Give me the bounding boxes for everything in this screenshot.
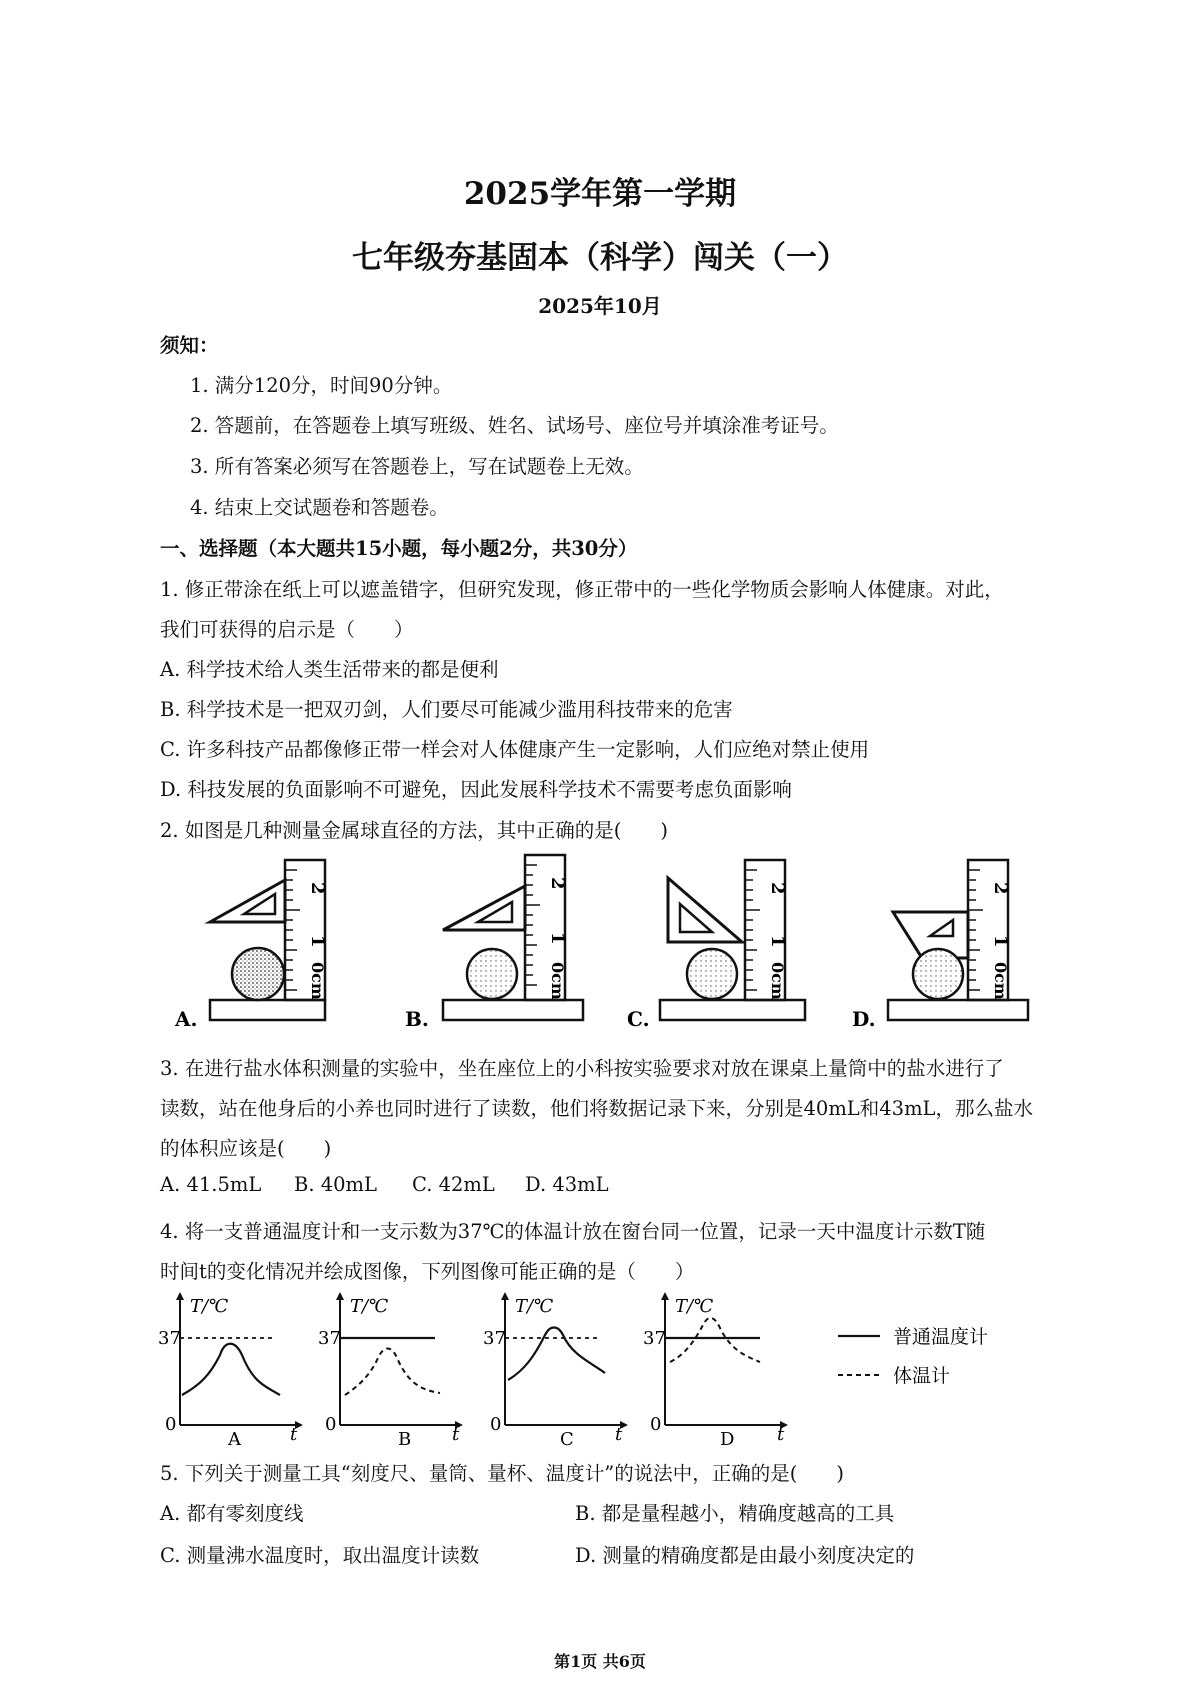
question-3-stem-cont: 读数，站在他身后的小养也同时进行了读数，他们将数据记录下来，分别是40mL和43mL，那么盐水	[160, 1097, 1034, 1120]
ruler-mark-1: 1	[990, 935, 1011, 948]
legend-label-ordinary-thermometer: 普通温度计	[893, 1326, 989, 1348]
origin-label: 0	[650, 1414, 662, 1435]
ruler-ticks	[745, 870, 760, 990]
question-5-option-d: D. 测量的精确度都是由最小刻度决定的	[575, 1544, 915, 1567]
x-axis-label: t	[615, 1424, 623, 1445]
y-axis-label: T/℃	[515, 1296, 554, 1317]
question-4-stem: 4. 将一支普通温度计和一支示数为37℃的体温计放在窗台同一位置，记录一天中温度计示数T随	[160, 1220, 986, 1243]
graph-label-d: D	[720, 1429, 735, 1450]
question-1-option-c: C. 许多科技产品都像修正带一样会对人体健康产生一定影响，人们应绝对禁止使用	[160, 738, 870, 761]
figure-d	[852, 860, 1028, 1031]
y-axis-label: T/℃	[350, 1296, 389, 1317]
origin-label: 0	[490, 1414, 502, 1435]
notice-item: 4. 结束上交试题卷和答题卷。	[190, 496, 449, 519]
question-1-option-a: A. 科学技术给人类生活带来的都是便利	[160, 658, 499, 681]
graph-label-a: A	[228, 1429, 241, 1450]
figure-label-a: A.	[175, 1007, 198, 1031]
question-1-stem-cont: 我们可获得的启示是（ ）	[160, 618, 414, 641]
x-axis-label: t	[452, 1424, 460, 1445]
origin-label: 0	[165, 1414, 177, 1435]
question-3-option-a: A. 41.5mL	[160, 1173, 262, 1196]
ruler-mark-2: 2	[547, 877, 568, 890]
y-axis-label: T/℃	[675, 1296, 714, 1317]
origin-label: 0	[325, 1414, 337, 1435]
legend-label-clinical-thermometer: 体温计	[893, 1365, 951, 1387]
question-2-stem: 2. 如图是几种测量金属球直径的方法，其中正确的是( )	[160, 819, 669, 842]
figure-label-c: C.	[627, 1007, 650, 1031]
question-5-stem: 5. 下列关于测量工具“刻度尺、量筒、量杯、温度计”的说法中，正确的是( )	[160, 1462, 844, 1485]
question-4-graphs	[0, 1290, 1200, 1450]
ruler-mark-2: 2	[767, 882, 788, 895]
ruler-mark-2: 2	[307, 882, 328, 895]
metal-ball	[687, 949, 737, 999]
question-3-option-d: D. 43mL	[525, 1173, 609, 1196]
graph-a	[158, 1295, 300, 1450]
figure-b	[405, 855, 583, 1031]
metal-ball	[467, 949, 517, 999]
notice-item: 1. 满分120分，时间90分钟。	[190, 374, 453, 397]
question-2-figures	[0, 850, 1200, 1040]
question-5-option-b: B. 都是量程越小，精确度越高的工具	[575, 1502, 895, 1525]
y-tick-37: 37	[483, 1328, 506, 1349]
exam-title-year: 2025学年第一学期	[463, 176, 737, 212]
question-1-stem: 1. 修正带涂在纸上可以遮盖错字，但研究发现，修正带中的一些化学物质会影响人体健康。对此，	[160, 578, 1004, 601]
question-3-option-c: C. 42mL	[412, 1173, 495, 1196]
ruler-mark-0cm: 0cm	[548, 962, 567, 1000]
ruler-mark-1: 1	[767, 935, 788, 948]
metal-ball	[232, 948, 284, 1000]
question-5-option-c: C. 测量沸水温度时，取出温度计读数	[160, 1544, 480, 1567]
section-heading: 一、选择题（本大题共15小题，每小题2分，共30分）	[160, 537, 638, 560]
x-axis-label: t	[290, 1424, 298, 1445]
graph-b	[318, 1295, 460, 1450]
graph-label-c: C	[560, 1429, 574, 1450]
figure-label-b: B.	[405, 1007, 429, 1031]
question-4-stem-cont: 时间t的变化情况并绘成图像，下列图像可能正确的是（ ）	[160, 1260, 695, 1283]
notice-item: 3. 所有答案必须写在答题卷上，写在试题卷上无效。	[190, 455, 644, 478]
graph-legend	[838, 1326, 988, 1387]
x-axis-label: t	[777, 1424, 785, 1445]
ruler-mark-0cm: 0cm	[768, 962, 787, 1000]
question-3-option-b: B. 40mL	[294, 1173, 377, 1196]
figure-label-d: D.	[852, 1007, 876, 1031]
metal-ball	[913, 949, 963, 999]
graph-label-b: B	[398, 1429, 412, 1450]
question-3-stem-cont: 的体积应该是( )	[160, 1137, 332, 1160]
exam-title: 七年级夯基固本（科学）闯关（一）	[352, 240, 848, 276]
figure-a	[174, 860, 328, 1031]
ruler-ticks	[968, 870, 983, 990]
question-1-option-d: D. 科技发展的负面影响不可避免，因此发展科学技术不需要考虑负面影响	[160, 778, 792, 801]
question-3-stem: 3. 在进行盐水体积测量的实验中，坐在座位上的小科按实验要求对放在课桌上量筒中的盐水进行了	[160, 1057, 1004, 1080]
y-tick-37: 37	[318, 1328, 341, 1349]
y-tick-37: 37	[643, 1328, 666, 1349]
graph-d	[643, 1295, 785, 1450]
graph-c	[483, 1295, 625, 1450]
ruler-mark-1: 1	[307, 935, 328, 948]
y-axis-label: T/℃	[190, 1296, 229, 1317]
question-1-option-b: B. 科学技术是一把双刃剑，人们要尽可能减少滥用科技带来的危害	[160, 698, 733, 721]
exam-date: 2025年10月	[538, 294, 662, 318]
ruler-mark-1: 1	[547, 932, 568, 945]
ruler-ticks	[285, 870, 300, 990]
notice-item: 2. 答题前，在答题卷上填写班级、姓名、试场号、座位号并填涂准考证号。	[190, 414, 839, 437]
question-5-option-a: A. 都有零刻度线	[160, 1502, 304, 1525]
ruler-mark-0cm: 0cm	[308, 962, 327, 1000]
notice-heading: 须知：	[160, 334, 219, 357]
figure-c	[627, 860, 805, 1031]
y-tick-37: 37	[158, 1328, 181, 1349]
page-number: 第1页 共6页	[554, 1652, 646, 1671]
ruler-ticks	[525, 865, 540, 985]
ruler-mark-2: 2	[990, 882, 1011, 895]
ruler-mark-0cm: 0cm	[991, 962, 1010, 1000]
